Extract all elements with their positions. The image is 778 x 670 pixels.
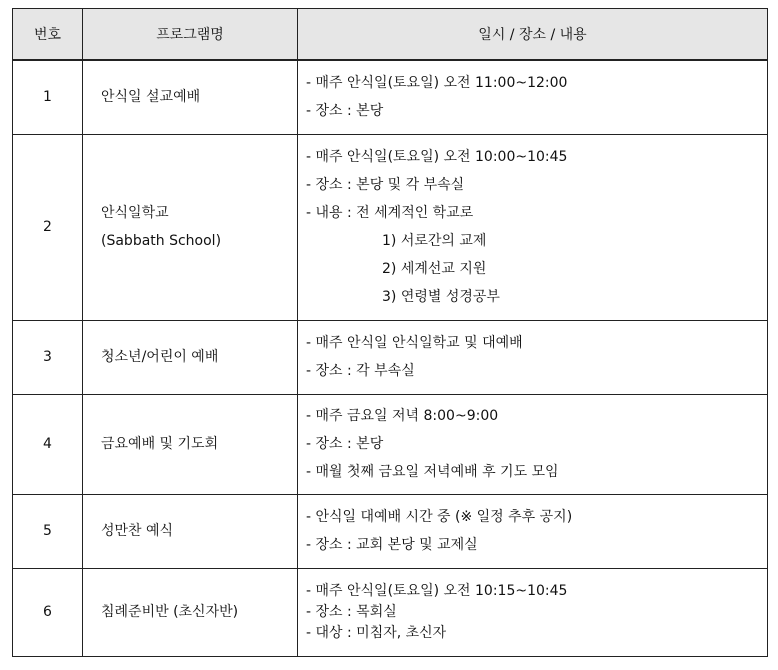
detail-line: - 매주 금요일 저녁 8:00~9:00 xyxy=(306,408,499,424)
program-name-line: 침례준비반 (초신자반) xyxy=(101,604,239,620)
header-number: 번호 xyxy=(13,9,83,61)
header-details: 일시 / 장소 / 내용 xyxy=(298,9,768,61)
detail-line: - 장소 : 본당 xyxy=(306,436,384,452)
program-details xyxy=(298,494,768,568)
program-details xyxy=(298,320,768,394)
program-details xyxy=(298,60,768,134)
row-number: 3 xyxy=(13,320,83,394)
header-program-name: 프로그램명 xyxy=(83,9,298,61)
detail-line: - 매월 첫째 금요일 저녁예배 후 기도 모임 xyxy=(306,464,559,480)
program-details xyxy=(298,394,768,494)
detail-sub-line: 2) 세계선교 지원 xyxy=(382,261,487,277)
program-name-line: 성만찬 예식 xyxy=(101,523,174,539)
detail-line: - 내용 : 전 세계적인 학교로 xyxy=(306,205,474,221)
detail-line: - 매주 안식일 안식일학교 및 대예배 xyxy=(306,335,523,351)
program-name xyxy=(83,568,298,656)
program-table xyxy=(12,8,768,657)
detail-line: - 매주 안식일(토요일) 오전 10:15~10:45 xyxy=(306,582,568,599)
detail-line: - 장소 : 본당 및 각 부속실 xyxy=(306,177,465,193)
detail-line: - 안식일 대예배 시간 중 (※ 일정 추후 공지) xyxy=(306,509,573,525)
table-row xyxy=(13,568,768,656)
program-name xyxy=(83,134,298,320)
row-number: 5 xyxy=(13,494,83,568)
detail-line: - 매주 안식일(토요일) 오전 11:00~12:00 xyxy=(306,75,568,92)
program-table-container xyxy=(12,8,768,657)
table-row xyxy=(13,134,768,320)
table-header-row xyxy=(13,9,768,61)
detail-line: - 장소 : 교회 본당 및 교제실 xyxy=(306,537,478,553)
row-number: 2 xyxy=(13,134,83,320)
table-row xyxy=(13,394,768,494)
program-name-line: 청소년/어린이 예배 xyxy=(101,349,219,365)
program-details xyxy=(298,134,768,320)
program-name xyxy=(83,394,298,494)
detail-line: - 장소 : 각 부속실 xyxy=(306,363,415,379)
detail-sub-line: 1) 서로간의 교제 xyxy=(382,233,487,249)
program-name-line: 금요예배 및 기도회 xyxy=(101,436,219,452)
program-name-line: (Sabbath School) xyxy=(101,233,222,249)
detail-sub-line: 3) 연령별 성경공부 xyxy=(382,289,500,305)
program-name xyxy=(83,60,298,134)
program-name xyxy=(83,320,298,394)
program-name-line: 안식일학교 xyxy=(101,205,169,221)
row-number: 4 xyxy=(13,394,83,494)
row-number: 6 xyxy=(13,568,83,656)
program-details xyxy=(298,568,768,656)
program-name-line: 안식일 설교예배 xyxy=(101,89,201,106)
detail-line: - 대상 : 미침자, 초신자 xyxy=(306,624,447,641)
detail-line: - 매주 안식일(토요일) 오전 10:00~10:45 xyxy=(306,149,568,165)
table-row xyxy=(13,60,768,134)
program-name xyxy=(83,494,298,568)
row-number: 1 xyxy=(13,60,83,134)
table-row xyxy=(13,320,768,394)
table-row xyxy=(13,494,768,568)
detail-line: - 장소 : 목회실 xyxy=(306,603,397,620)
detail-line: - 장소 : 본당 xyxy=(306,103,384,120)
